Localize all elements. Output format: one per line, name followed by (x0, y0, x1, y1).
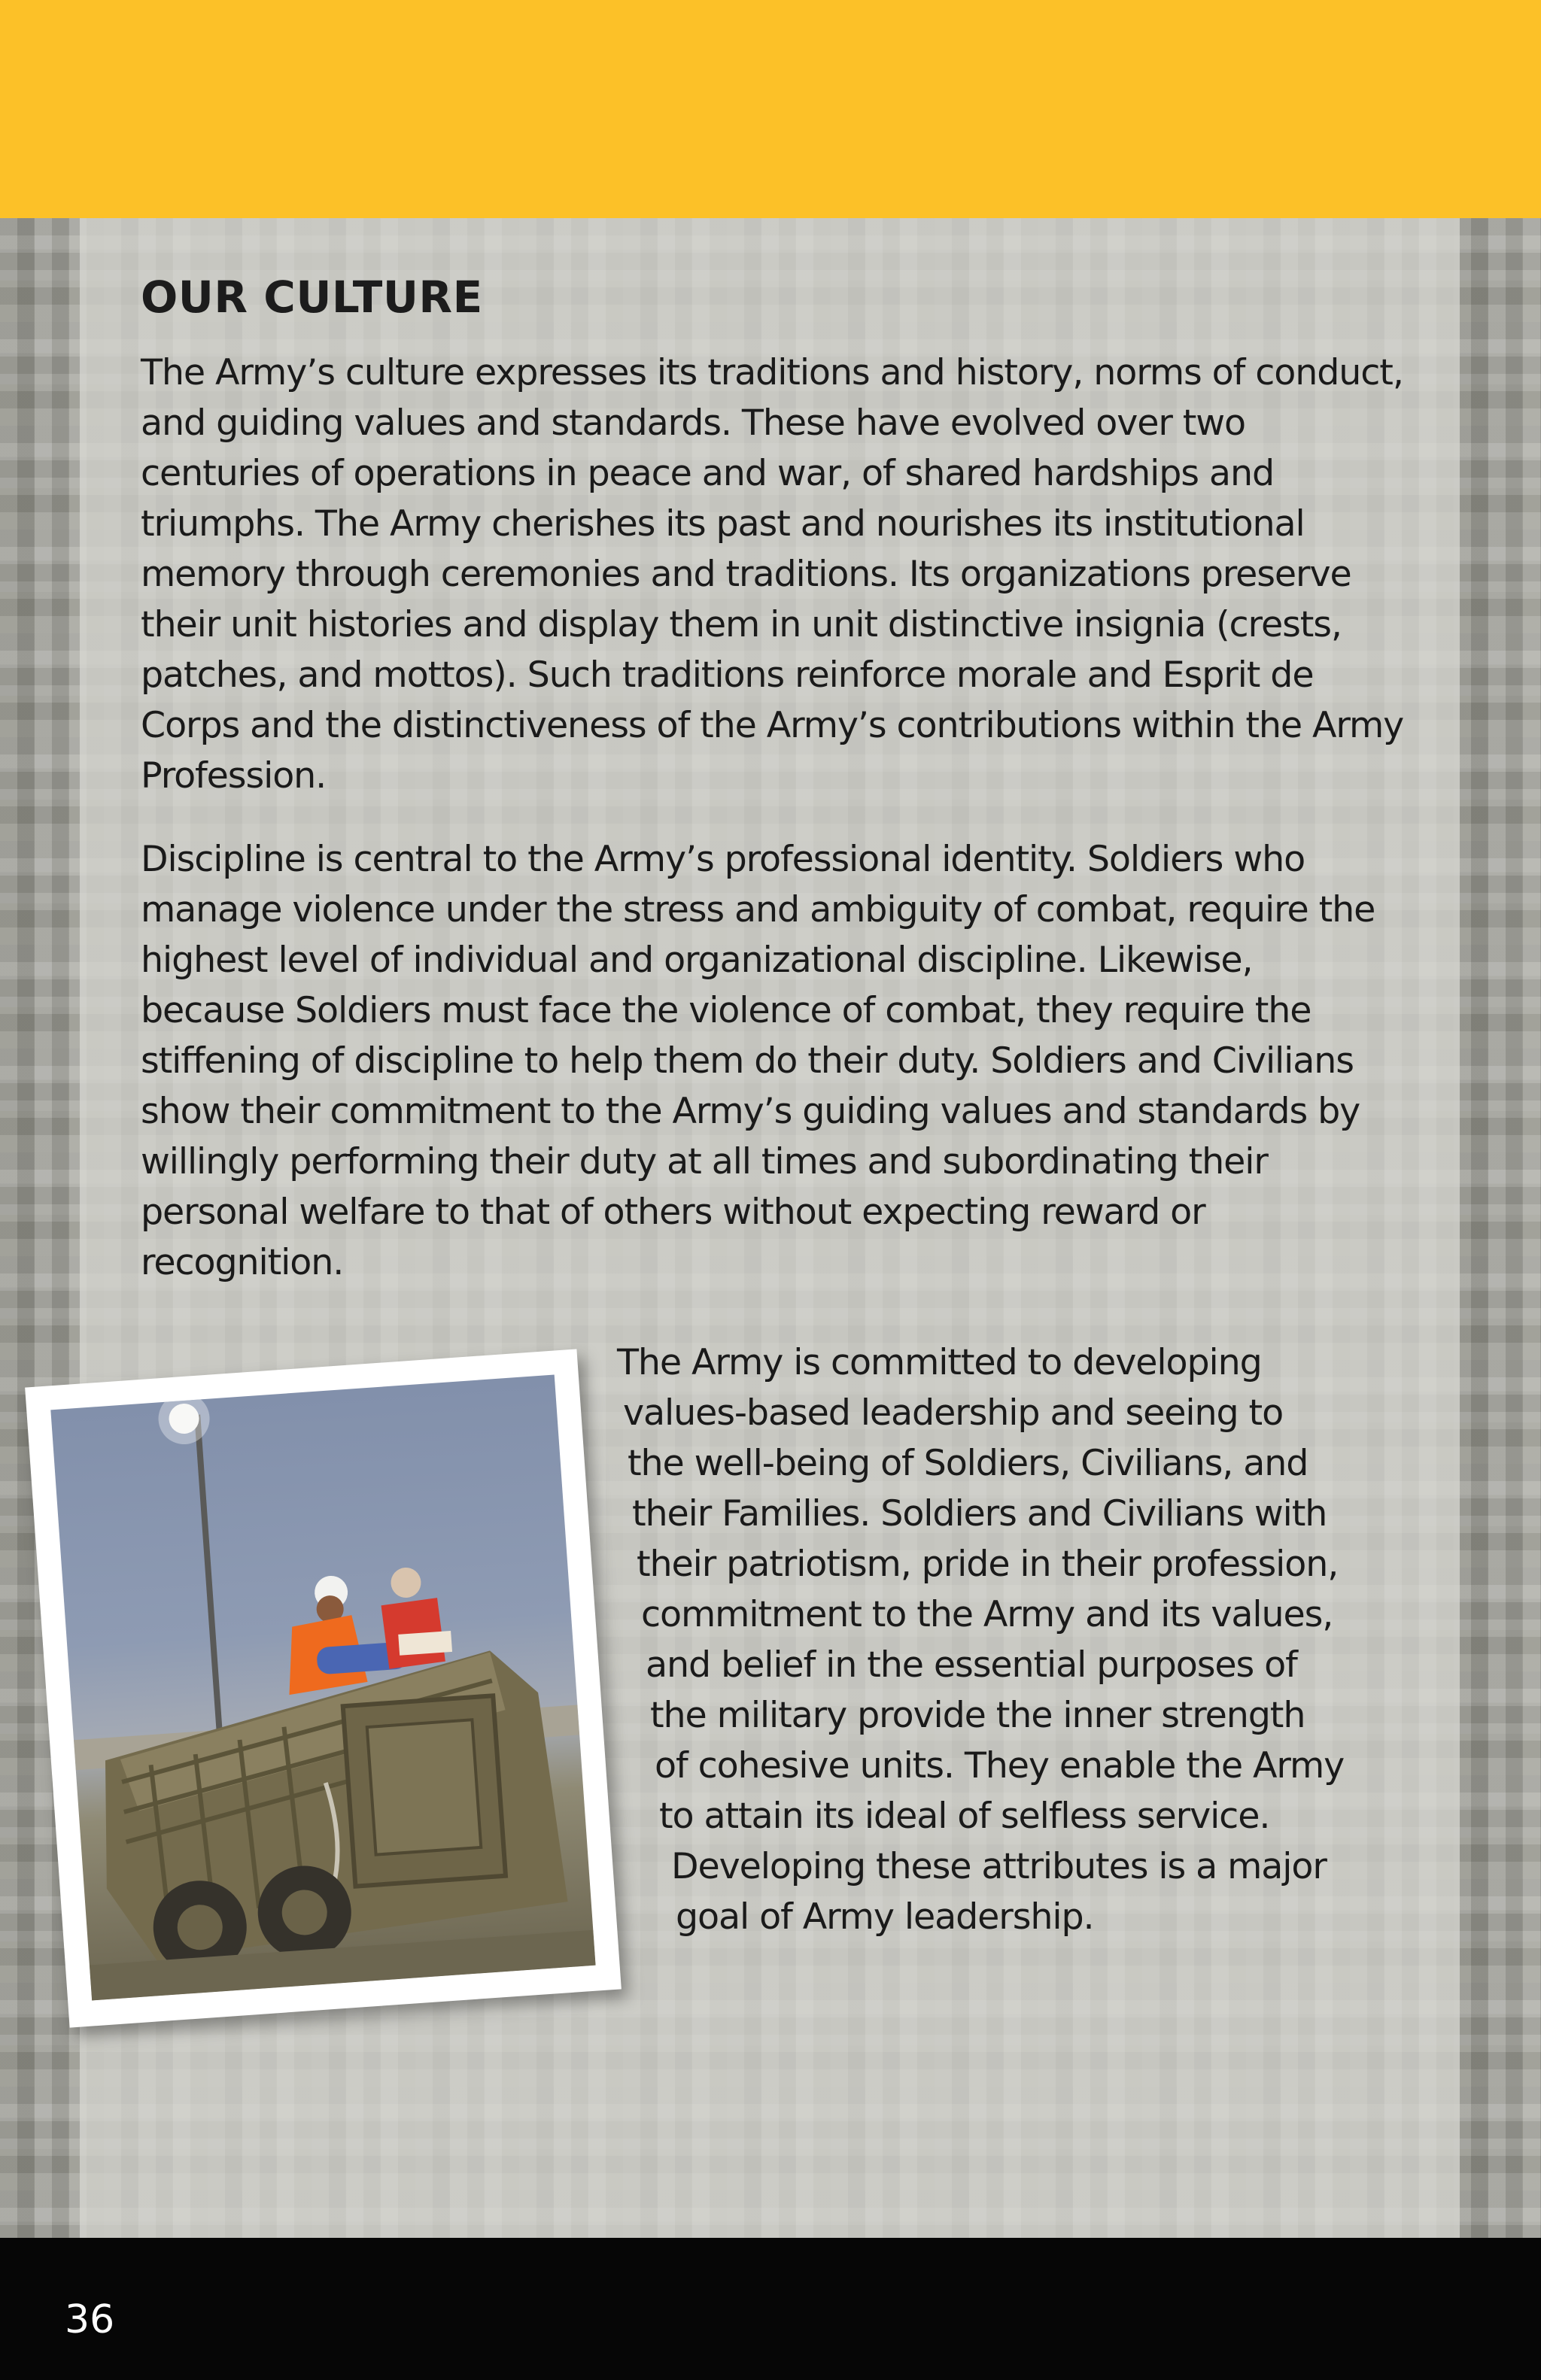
footer-bar (0, 2238, 1541, 2380)
text-line: of cohesive units. They enable the Army (655, 1745, 1345, 1787)
photo-frame (25, 1349, 622, 2027)
page-number: 36 (65, 2297, 115, 2342)
text-line: the military provide the inner strength (650, 1695, 1305, 1736)
text-line: to attain its ideal of selfless service. (659, 1796, 1270, 1837)
text-line: their patriotism, pride in their profession, (637, 1544, 1339, 1585)
text-line: values-based leadership and seeing to (623, 1392, 1284, 1434)
section-heading: OUR CULTURE (141, 272, 483, 323)
leadership-paragraph (617, 1337, 1445, 1942)
text-line: commitment to the Army and its values, (641, 1594, 1333, 1635)
paragraph-traditions: The Army’s culture expresses its traditions and history, norms of conduct, and guiding values and standards. These have evolved over two centuries of operations in peace and war, of shared hardships and triumphs. The Army cherishes its past and nourishes its institutional memory through ceremonies and traditions. Its organizations preserve their unit histories and display them in unit distinctive insignia (crests, patches, and mottos). Such traditions reinforce morale and Esprit de Corps and the distinctiveness of the Army’s contributions within the Army Profession. (141, 352, 1404, 797)
text-line: the well-being of Soldiers, Civilians, and (628, 1443, 1308, 1484)
paragraph-discipline: Discipline is central to the Army’s professional identity. Soldiers who manage violence under the stress and ambiguity of combat, require the highest level of individual and organizational discipline. Likewise, because Soldiers must face the violence of combat, they require the stiffening of discipline to help them do their duty. Soldiers and Civilians show their commitment to the Army’s guiding values and standards by willingly performing their duty at all times and subordinating their personal welfare to that of others without expecting reward or recognition. (141, 839, 1375, 1283)
top-color-band (0, 0, 1541, 218)
text-line: their Families. Soldiers and Civilians with (632, 1493, 1327, 1535)
text-line: Developing these attributes is a major (671, 1846, 1327, 1887)
soldiers-on-armored-vehicle-photo (50, 1375, 595, 2001)
text-line: goal of Army leadership. (676, 1896, 1094, 1938)
text-line: and belief in the essential purposes of (646, 1644, 1297, 1686)
text-line: The Army is committed to developing (617, 1342, 1262, 1383)
culture-section (141, 263, 1405, 1288)
